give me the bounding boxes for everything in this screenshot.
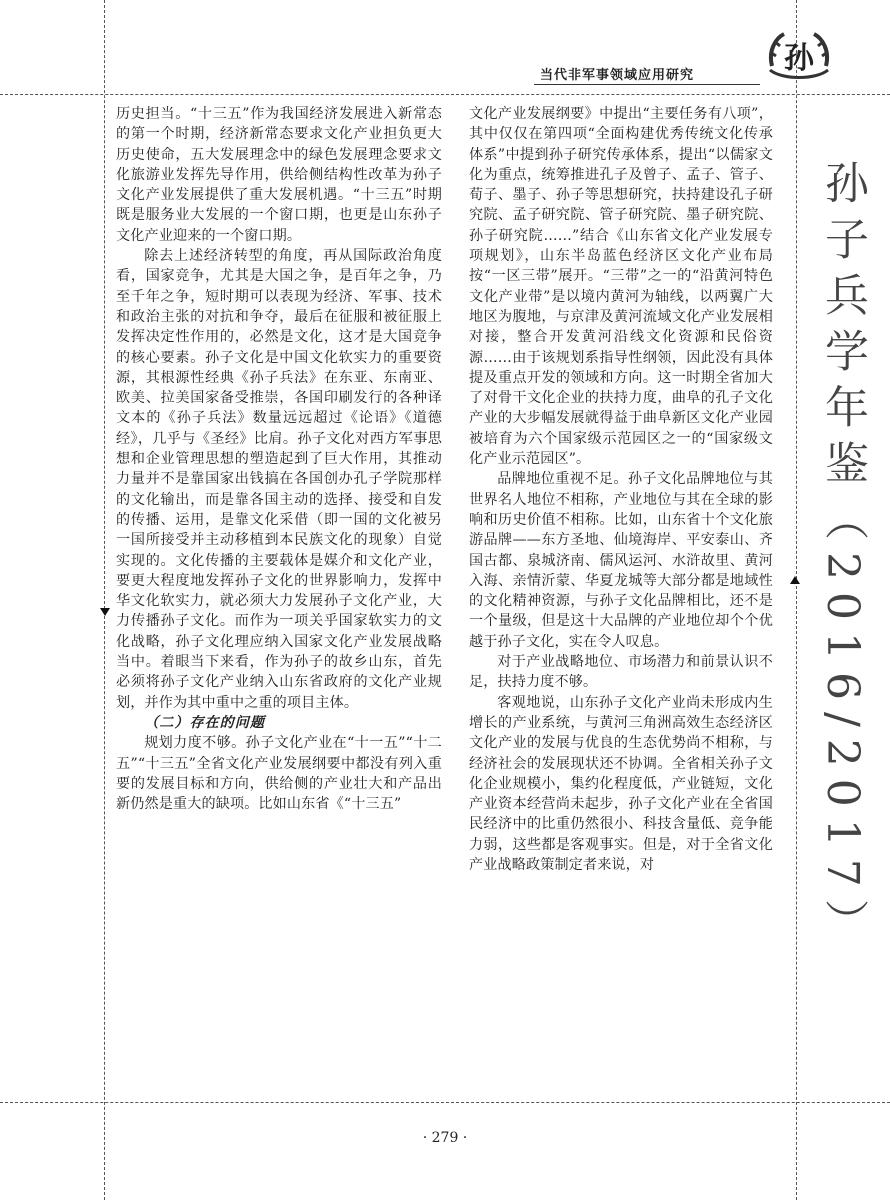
emblem-icon <box>762 26 836 90</box>
margin-arrow-down-icon <box>100 608 110 616</box>
right-paragraph-2: 品牌地位重视不足。孙子文化品牌地位与其世界名人地位不相称，产业地位与其在全球的影响和历史价值不相称。比如，山东省十个文化旅游品牌——东方圣地、仙境海岸、平安泰山、齐国古都、泉城济南、儒风运河、水浒故里、黄河入海、亲情沂蒙、华夏龙城等大部分都是地域性的文化精神资源，与孙子文化品牌相比，还不是一个量级，但是这十大品牌的产业地位却个个优越于孙子文化，实在令人叹息。 <box>469 471 773 650</box>
right-text-column <box>469 104 773 875</box>
yearbook-emblem <box>762 26 836 90</box>
section-subheading: （二）存在的问题 <box>144 714 265 731</box>
right-dashed-margin <box>796 0 797 1200</box>
page-number: · 279 · <box>422 1130 468 1146</box>
left-paragraph-2: 除去上述经济转型的角度，再从国际政治角度看，国家竞争，尤其是大国之争，是百年之争，乃至千年之争，短时期可以表现为经济、军事、技术和政治主张的对抗和争夺，最后在征服和被征服上发挥决定性作用的，必然是文化，这才是大国竞争的核心要素。孙子文化是中国文化软实力的重要资源，其根源性经典《孙子兵法》在东亚、东南亚、欧美、拉美国家备受推崇，各国印刷发行的各种译文本的《孙子兵法》数量远远超过《论语》《道德经》，几乎与《圣经》比肩。孙子文化对西方军事思想和企业管理思想的塑造起到了巨大作用，其推动力量并不是靠国家出钱搞在各国创办孔子学院那样的文化输出，而是靠各国主动的选择、接受和自发的传播、运用，是靠文化采借（即一国的文化被另一国所接受并主动移植到本民族文化的现象）自觉实现的。文化传播的主要载体是媒介和文化产业，要更大程度地发挥孙子文化的世界影响力，发挥中华文化软实力，就必须大力发展孙子文化产业，大力传播孙子文化。而作为一项关乎国家软实力的文化战略，孙子文化理应纳入国家文化产业发展战略当中。着眼当下来看，作为孙子的故乡山东，首先必须将孙子文化产业纳入山东省政府的文化产业规划，并作为其中重中之重的项目主体。 <box>116 248 442 711</box>
left-paragraph-1: 历史担当。“十三五”作为我国经济发展进入新常态的第一个时期，经济新常态要求文化产业担负更大历史使命，五大发展理念中的绿色发展理念要求文化旅游业发挥先导作用，供给侧结构性改革为孙子文化产业发展提供了重大发展机遇。“十三五”时期既是服务业大发展的一个窗口期，也更是山东孙子文化产业迎来的一个窗口期。 <box>116 106 442 244</box>
left-paragraph-3: 规划力度不够。孙子文化产业在“十一五”“十二五”“十三五”全省文化产业发展纲要中都没有列入重要的发展目标和方向，供给侧的产业壮大和产品出新仍然是重大的缺项。比如山东省《“十三五” <box>116 735 442 813</box>
yearbook-vertical-title: 孙子兵学年鉴（2016/2017） <box>817 160 868 955</box>
top-dashed-rule <box>0 94 890 95</box>
left-text-column <box>116 104 442 814</box>
header-rule <box>534 84 760 85</box>
running-header-title: 当代非军事领域应用研究 <box>540 68 695 83</box>
left-dashed-margin <box>104 0 105 1200</box>
right-paragraph-4: 客观地说，山东孙子文化产业尚未形成内生增长的产业系统，与黄河三角洲高效生态经济区文化产业的发展与优良的生态优势尚不相称，与经济社会的发展现状还不协调。全省相关孙子文化企业规模小，集约化程度低，产业链短，文化产业资本经营尚未起步，孙子文化产业在全省国民经济中的比重仍然很小、科技含量低、竞争能力弱，这些都是客观事实。但是，对于全省文化产业战略政策制定者来说，对 <box>469 694 773 873</box>
svg-text:孙: 孙 <box>784 41 814 76</box>
margin-arrow-up-icon <box>790 576 800 584</box>
right-paragraph-1: 文化产业发展纲要》中提出“主要任务有八项”，其中仅仅在第四项“全面构建优秀传统文化传承体系”中提到孙子研究传承体系，提出“以儒家文化为重点，统筹推进孔子及曾子、孟子、管子、荀子、墨子、孙子等思想研究，扶持建设孔子研究院、孟子研究院、管子研究院、墨子研究院、孙子研究院……”结合《山东省文化产业发展专项规划》，山东半岛蓝色经济区文化产业布局按“一区三带”展开。“三带”之一的“沿黄河特色文化产业带”是以境内黄河为轴线，以两翼广大地区为腹地，与京津及黄河流域文化产业发展相对接，整合开发黄河沿线文化资源和民俗资源……由于该规划系指导性纲领，因此没有具体提及重点开发的领域和方向。这一时期全省加大了对骨干文化企业的扶持力度，曲阜的孔子文化产业的大步幅发展就得益于曲阜新区文化产业园被培育为六个国家级示范园区之一的“国家级文化产业示范园区”。 <box>469 106 773 468</box>
bottom-dashed-rule <box>0 1102 890 1103</box>
right-paragraph-3: 对于产业战略地位、市场潜力和前景认识不足，扶持力度不够。 <box>469 654 773 691</box>
